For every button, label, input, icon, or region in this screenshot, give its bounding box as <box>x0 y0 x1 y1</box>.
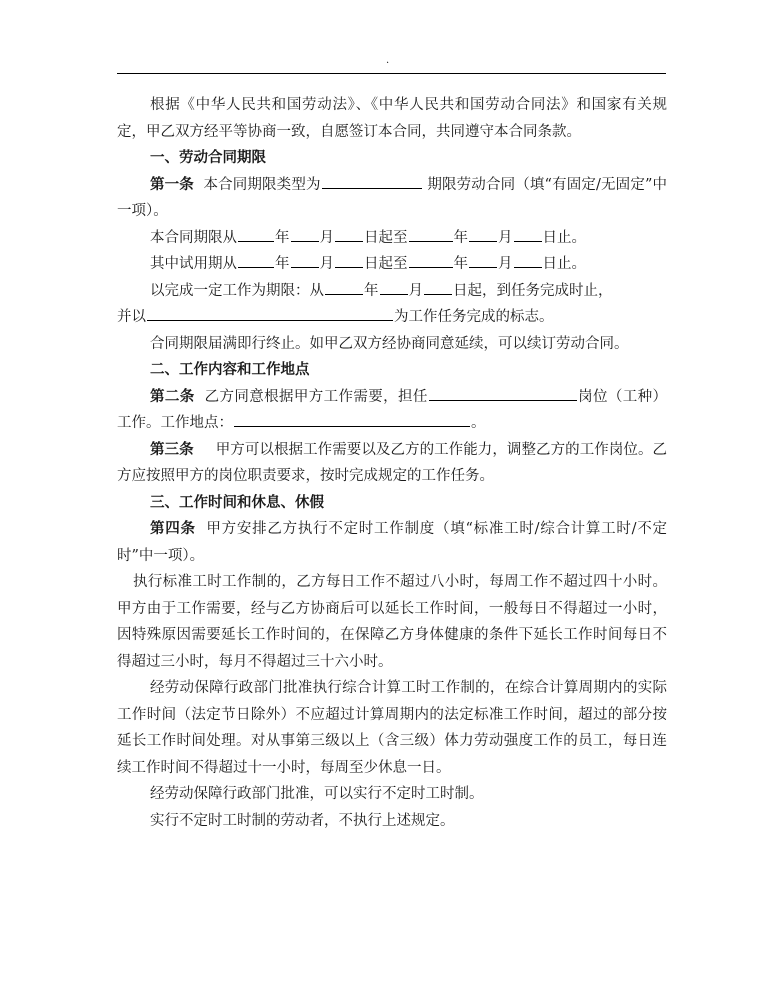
article-4 <box>117 516 667 569</box>
work-location-blank[interactable] <box>234 412 470 427</box>
task-start-year-blank[interactable] <box>325 280 363 295</box>
end-word: 日止。 <box>542 229 586 246</box>
section-title-term: 一、劳动合同期限 <box>150 149 266 166</box>
contract-body <box>117 92 667 834</box>
trial-end-year-blank[interactable] <box>409 253 453 268</box>
standard-hours-clause: 执行标准工时工作制的，乙方每日工作不超过八小时，每周工作不超过四十小时。甲方由于工作需要，经与乙方协商后可以延长工作时间，一般每日不得超过一小时，因特殊原因需要延长工作时间的，在保障乙方身体健康的条件下延长工作时间每日不得超过三小时，每月不得超过三十六小时。 <box>117 574 667 670</box>
contract-type-blank[interactable] <box>322 174 422 189</box>
trial-end-day-blank[interactable] <box>514 253 542 268</box>
article-4-text: 甲方安排乙方执行不定时工作制度（填“标准工时/综合计算工时/不定时”中一项）。 <box>117 521 668 564</box>
article-2-text: 乙方同意根据甲方工作需要，担任 <box>204 388 428 405</box>
month-word: 月 <box>408 282 423 299</box>
trial-start-month-blank[interactable] <box>291 253 319 268</box>
article-2-text-2: 岗位（工种）工作。工作地点： <box>117 388 668 431</box>
year-word: 年 <box>453 229 468 246</box>
task-start-month-blank[interactable] <box>380 280 408 295</box>
task-and: 并以 <box>117 309 146 325</box>
article-4-label: 第四条 <box>150 520 196 537</box>
trial-lead: 其中试用期从 <box>150 256 237 272</box>
year-word: 年 <box>453 256 468 272</box>
end-word: 日止。 <box>542 256 586 272</box>
section-title-hours: 三、工作时间和休息、休假 <box>150 493 324 511</box>
article-1-text: 本合同期限类型为 <box>203 176 321 193</box>
term-lead: 本合同期限从 <box>150 229 237 246</box>
article-1 <box>117 172 667 225</box>
task-completion-mark-blank[interactable] <box>147 306 393 321</box>
term-end-day-blank[interactable] <box>514 227 542 242</box>
trial-period-line <box>117 251 667 278</box>
header-rule <box>117 73 666 74</box>
task-start-day-blank[interactable] <box>424 280 452 295</box>
term-end-year-blank[interactable] <box>409 227 453 242</box>
term-end-month-blank[interactable] <box>469 227 497 242</box>
trial-end-month-blank[interactable] <box>469 253 497 268</box>
start-word: 日起，到任务完成时止， <box>453 282 613 299</box>
article-3-text: 甲方可以根据工作需要以及乙方的工作能力，调整乙方的工作岗位。乙方应按照甲方的岗位职责要求，按时完成规定的工作任务。 <box>117 441 668 484</box>
month-word: 月 <box>498 256 513 272</box>
month-word: 月 <box>498 229 513 246</box>
article-3-label: 第三条 <box>150 440 194 458</box>
preamble: 根据《中华人民共和国劳动法》、《中华人民共和国劳动合同法》和国家有关规定，甲乙双方经平等协商一致，自愿签订本合同，共同遵守本合同条款。 <box>117 97 667 140</box>
term-start-day-blank[interactable] <box>335 227 363 242</box>
irregular-exemption-clause: 实行不定时工时制的劳动者，不执行上述规定。 <box>150 812 455 829</box>
article-3 <box>117 437 667 490</box>
trial-start-year-blank[interactable] <box>238 253 274 268</box>
task-lead: 以完成一定工作为期限：从 <box>150 282 324 299</box>
header-mark: . <box>386 55 390 66</box>
irregular-approval-clause: 经劳动保障行政部门批准，可以实行不定时工时制。 <box>150 786 484 802</box>
task-completion-text: 为工作任务完成的标志。 <box>394 309 554 325</box>
article-2-label: 第二条 <box>150 387 195 405</box>
article-2 <box>117 384 667 437</box>
article-1-text-2: 期限劳动合同（填“有固定/无固定”中一项）。 <box>117 176 668 219</box>
section-title-work: 二、工作内容和工作地点 <box>150 361 310 378</box>
renewal-clause: 合同期限届满即行终止。如甲乙双方经协商同意延续，可以续订劳动合同。 <box>150 335 629 352</box>
term-start-month-blank[interactable] <box>291 227 319 242</box>
year-word: 年 <box>364 282 379 299</box>
month-word: 月 <box>319 256 334 272</box>
from-word: 日起至 <box>364 229 408 246</box>
article-2-end: 。 <box>471 415 486 431</box>
comprehensive-hours-clause: 经劳动保障行政部门批准执行综合计算工时工作制的，在综合计算周期内的实际工作时间（法定节日除外）不应超过计算周期内的法定标准工作时间，超过的部分按延长工作时间处理。对从事第三级以上（含三级）体力劳动强度工作的员工，每日连续工作时间不得超过十一小时，每周至少休息一日。 <box>117 680 667 776</box>
trial-start-day-blank[interactable] <box>335 253 363 268</box>
year-word: 年 <box>275 256 290 272</box>
article-1-label: 第一条 <box>150 175 194 193</box>
position-blank[interactable] <box>429 386 577 401</box>
task-period-line <box>117 278 667 331</box>
month-word: 月 <box>319 229 334 246</box>
from-word: 日起至 <box>364 256 408 272</box>
term-period-line <box>117 225 667 252</box>
term-start-year-blank[interactable] <box>238 227 274 242</box>
year-word: 年 <box>275 229 290 246</box>
